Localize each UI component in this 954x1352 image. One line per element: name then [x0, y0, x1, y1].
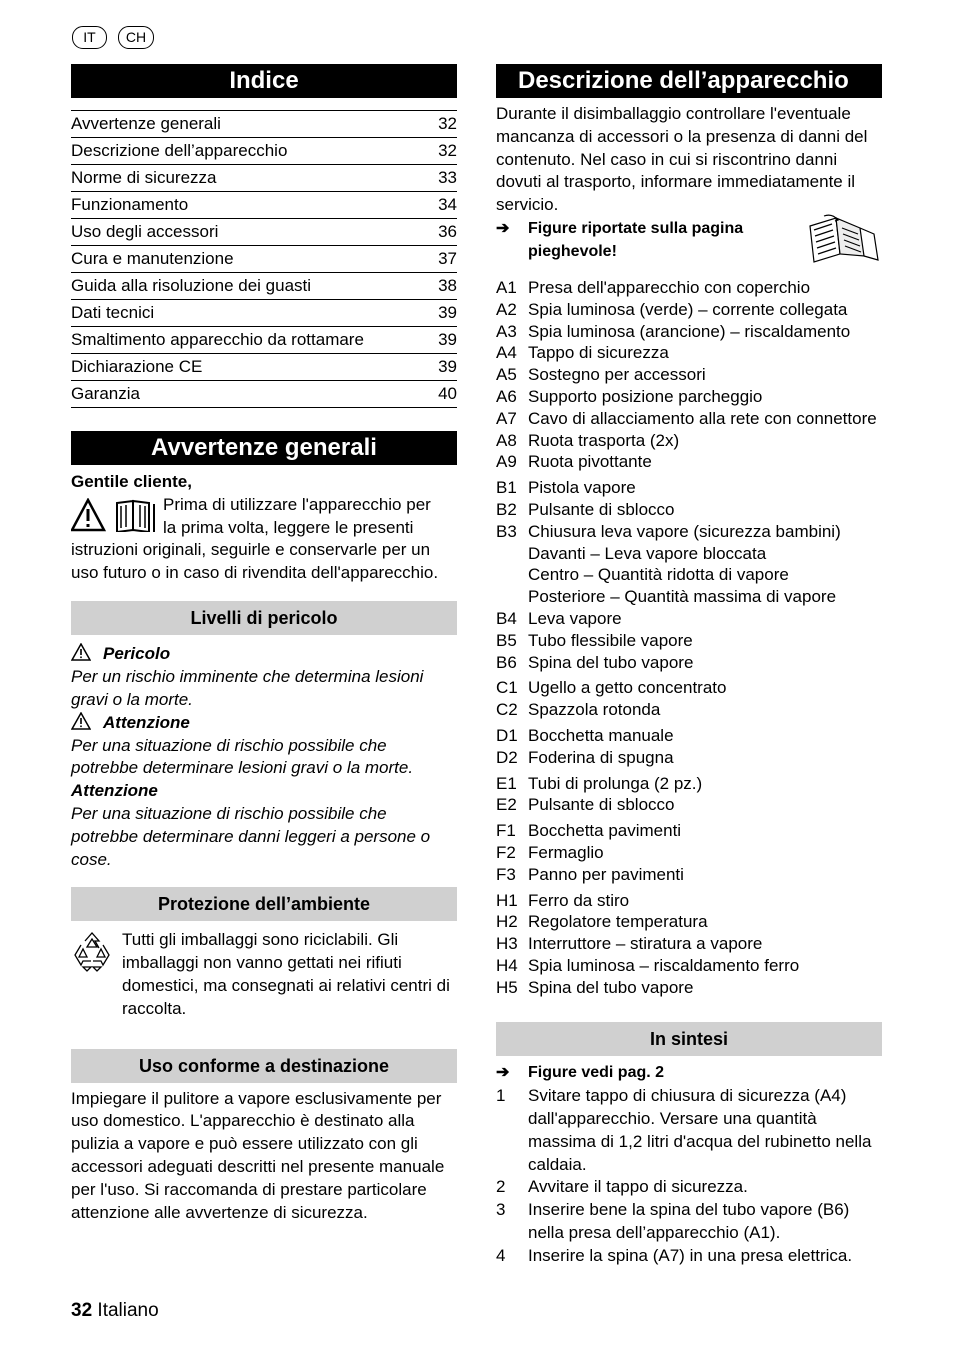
toc-row[interactable]: [71, 111, 457, 138]
list-item: [496, 543, 882, 565]
item-code: D1: [496, 725, 518, 745]
figure-note-line-2: pieghevole!: [528, 242, 617, 260]
toc-label: Dichiarazione CE: [71, 357, 203, 376]
toc-row[interactable]: [71, 138, 457, 165]
step-item: [496, 1085, 882, 1176]
pericolo-heading: [71, 643, 457, 666]
item-code: B2: [496, 499, 517, 519]
toc-label: Funzionamento: [71, 195, 189, 214]
item-text: Ruota pivottante: [528, 452, 652, 472]
list-item: [496, 451, 882, 473]
arrow-icon: ➔: [496, 1064, 510, 1082]
item-code: [496, 543, 528, 565]
list-item: [496, 430, 882, 452]
page-language: Italiano: [97, 1300, 159, 1321]
ambiente-block: [71, 929, 457, 1020]
list-item: [496, 977, 882, 999]
list-item: [496, 747, 882, 769]
item-text: Pulsante di sblocco: [528, 499, 675, 519]
item-text: Leva vapore: [528, 608, 622, 628]
step-text: Avvitare il tappo di sicurezza.: [528, 1177, 748, 1197]
attenzione1-text: Per una situazione di rischio possibile che potrebbe determinare lesioni gravi o la morte.: [71, 735, 414, 778]
list-item: [496, 933, 882, 955]
step-number: 1: [496, 1086, 506, 1106]
step-item: [496, 1176, 882, 1199]
toc-page: 36: [438, 222, 457, 241]
intro-line-2: la prima volta, leggere le presenti: [163, 517, 414, 537]
page-number: 32: [71, 1300, 93, 1321]
sintesi-title: In sintesi: [496, 1022, 882, 1056]
item-code: C2: [496, 700, 518, 720]
toc-label: Uso degli accessori: [71, 222, 219, 241]
list-item: [496, 630, 882, 652]
list-item: [496, 499, 882, 521]
list-item: [496, 608, 882, 630]
item-code: B3: [496, 521, 517, 541]
toc-page: 32: [438, 114, 457, 133]
lang-badge-it: IT: [72, 26, 107, 49]
uso-text: Impiegare il pulitore a vapore esclusivamente per uso domestico. L'apparecchio è destinato alla pulizia a vapore e può essere utilizzato con gli accessori adeguati descritti nel presente manuale per l'uso. Si raccomanda di prestare particolare attenzione alle avvertenze di sicurezza.: [71, 1088, 445, 1222]
toc-row[interactable]: [71, 219, 457, 246]
attenzione1-heading: [71, 712, 457, 735]
item-code: H3: [496, 934, 518, 954]
item-text: Spia luminosa (arancione) – riscaldamento: [528, 321, 851, 341]
greeting: Gentile cliente,: [71, 472, 192, 491]
item-text: Spia luminosa (verde) – corrente collegata: [528, 299, 848, 319]
list-item: [496, 773, 882, 795]
item-code: A7: [496, 408, 517, 428]
item-text: Fermaglio: [528, 842, 604, 862]
toc-label: Avvertenze generali: [71, 114, 221, 133]
item-text: Pulsante di sblocco: [528, 795, 675, 815]
component-group: [496, 773, 882, 817]
intro-line-1: Prima di utilizzare l'apparecchio per: [163, 494, 431, 514]
item-code: A4: [496, 343, 517, 363]
pericolo-text: Per un rischio imminente che determina lesioni gravi o la morte.: [71, 666, 424, 709]
item-code: B5: [496, 630, 517, 650]
item-text: Spina del tubo vapore: [528, 652, 694, 672]
intro-text: istruzioni originali, seguirle e conservarle per un uso futuro o in caso di rivendita dell'apparecchio.: [71, 540, 439, 583]
list-item: [496, 586, 882, 608]
list-item: [496, 364, 882, 386]
list-item: [496, 477, 882, 499]
toc-page: 38: [438, 276, 457, 295]
item-code: H5: [496, 977, 518, 997]
list-item: [496, 386, 882, 408]
toc-label: Dati tecnici: [71, 303, 155, 322]
list-item: [496, 725, 882, 747]
toc-row[interactable]: [71, 273, 457, 300]
item-code: A6: [496, 386, 517, 406]
attenzione2-text: Per una situazione di rischio possibile che potrebbe determinare danni leggeri a persone o cose.: [71, 803, 431, 869]
toc-page: 39: [438, 357, 457, 376]
toc-row[interactable]: [71, 192, 457, 219]
toc-label: Cura e manutenzione: [71, 249, 234, 268]
item-code: H1: [496, 890, 518, 910]
attenzione2-label: Attenzione: [71, 781, 158, 801]
component-group: [496, 277, 882, 473]
item-code: B6: [496, 652, 517, 672]
item-code: D2: [496, 747, 518, 767]
toc-label: Guida alla risoluzione dei guasti: [71, 276, 312, 295]
item-text: Chiusura leva vapore (sicurezza bambini): [528, 521, 841, 541]
pericolo-label: Pericolo: [103, 644, 171, 664]
toc-page: 33: [438, 168, 457, 187]
indice-title: Indice: [71, 64, 457, 98]
left-column: [71, 64, 457, 1224]
toc-row[interactable]: [71, 246, 457, 273]
component-group: [496, 725, 882, 769]
item-text: Bocchetta manuale: [528, 725, 674, 745]
ambiente-text: Tutti gli imballaggi sono riciclabili. Gli imballaggi non vanno gettati nei rifiuti domestici, ma consegnati ai relativi centri di raccolta.: [122, 930, 450, 1018]
item-text: Ugello a getto concentrato: [528, 678, 727, 698]
item-text: Spia luminosa – riscaldamento ferro: [528, 955, 800, 975]
avvertenze-title: Avvertenze generali: [71, 431, 457, 465]
list-item: [496, 955, 882, 977]
warning-manual-icon: [71, 494, 163, 540]
item-code: H2: [496, 912, 518, 932]
descrizione-intro: Durante il disimballaggio controllare l'eventuale mancanza di accessori o la presenza di danni del contenuto. Nel caso in cui si riscontrino danni dovuti al trasporto, informare immediatamente il servicio.: [496, 104, 868, 215]
toc-page: 34: [438, 195, 457, 214]
item-text: Sostegno per accessori: [528, 365, 706, 385]
ambiente-title: Protezione dell’ambiente: [71, 887, 457, 921]
livelli-title: Livelli di pericolo: [71, 601, 457, 635]
component-list: [496, 277, 882, 999]
item-code: A9: [496, 452, 517, 472]
list-item: [496, 842, 882, 864]
list-item: [496, 699, 882, 721]
toc-row[interactable]: [71, 381, 457, 408]
item-text: Regolatore temperatura: [528, 912, 708, 932]
toc-page: 37: [438, 249, 457, 268]
item-code: F1: [496, 821, 516, 841]
toc-label: Garanzia: [71, 384, 140, 403]
item-code: C1: [496, 678, 518, 698]
toc-page: 39: [438, 330, 457, 349]
item-text: Foderina di spugna: [528, 747, 674, 767]
item-text: Tubo flessibile vapore: [528, 630, 693, 650]
figure-note: [496, 218, 882, 269]
toc-label: Descrizione dell’apparecchio: [71, 141, 288, 160]
list-item: [496, 299, 882, 321]
attenzione1-label: Attenzione: [103, 712, 190, 732]
item-code: A3: [496, 321, 517, 341]
list-item: [496, 820, 882, 842]
component-group: [496, 677, 882, 721]
item-code: [496, 564, 528, 586]
list-item: [496, 277, 882, 299]
warning-icon: [71, 712, 103, 735]
uso-title: Uso conforme a destinazione: [71, 1049, 457, 1083]
item-text: Supporto posizione parcheggio: [528, 386, 763, 406]
item-code: F2: [496, 842, 516, 862]
list-item: [496, 911, 882, 933]
list-item: [496, 321, 882, 343]
item-code: E2: [496, 795, 517, 815]
item-text: Pistola vapore: [528, 478, 636, 498]
toc-row[interactable]: [71, 327, 457, 354]
toc-page: 32: [438, 141, 457, 160]
item-text: Panno per pavimenti: [528, 864, 684, 884]
right-column: [496, 64, 882, 1268]
warning-icon: [71, 643, 103, 666]
item-code: B1: [496, 478, 517, 498]
item-code: E1: [496, 773, 517, 793]
item-text: Cavo di allacciamento alla rete con connettore: [528, 408, 877, 428]
item-text: Spina del tubo vapore: [528, 977, 694, 997]
toc-label: Norme di sicurezza: [71, 168, 217, 187]
list-item: [496, 890, 882, 912]
item-code: B4: [496, 608, 517, 628]
step-text: Inserire la spina (A7) in una presa elettrica.: [528, 1245, 853, 1265]
item-text: Interruttore – stiratura a vapore: [528, 934, 763, 954]
item-code: [496, 586, 528, 608]
item-text: Ferro da stiro: [528, 890, 630, 910]
lang-badge-ch: CH: [118, 26, 154, 49]
table-of-contents: [71, 110, 457, 408]
step-number: 3: [496, 1200, 506, 1220]
item-text: Davanti – Leva vapore bloccata: [528, 543, 767, 563]
list-item: [496, 652, 882, 674]
item-code: A5: [496, 365, 517, 385]
foldout-book-icon: [800, 214, 882, 269]
step-number: 2: [496, 1177, 506, 1197]
toc-page: 39: [438, 303, 457, 322]
item-text: Tappo di sicurezza: [528, 343, 669, 363]
toc-label: Smaltimento apparecchio da rottamare: [71, 330, 364, 349]
toc-page: 40: [438, 384, 457, 403]
list-item: [496, 864, 882, 886]
item-code: F3: [496, 864, 516, 884]
item-text: Spazzola rotonda: [528, 700, 661, 720]
step-number: 4: [496, 1245, 506, 1265]
page-footer: [71, 1300, 159, 1322]
list-item: [496, 521, 882, 543]
arrow-icon: ➔: [496, 219, 510, 237]
item-text: Presa dell'apparecchio con coperchio: [528, 277, 811, 297]
intro-block: [71, 494, 457, 540]
list-item: [496, 794, 882, 816]
item-text: Posteriore – Quantità massima di vapore: [528, 587, 837, 607]
list-item: [496, 408, 882, 430]
list-item: [496, 342, 882, 364]
component-group: [496, 820, 882, 885]
recycle-icon: [71, 929, 122, 1020]
sintesi-figure-note: [496, 1062, 882, 1085]
step-text: Inserire bene la spina del tubo vapore (B6) nella presa dell’apparecchio (A1).: [528, 1200, 850, 1243]
step-item: [496, 1199, 882, 1245]
toc-row[interactable]: [71, 165, 457, 192]
figure-note-line-1: Figure riportate sulla pagina: [528, 219, 744, 237]
step-item: [496, 1245, 882, 1268]
item-text: Bocchetta pavimenti: [528, 821, 682, 841]
toc-row[interactable]: [71, 300, 457, 327]
item-text: Centro – Quantità ridotta di vapore: [528, 565, 789, 585]
list-item: [496, 564, 882, 586]
item-code: A8: [496, 430, 517, 450]
sintesi-figure-note-text: Figure vedi pag. 2: [528, 1064, 665, 1082]
item-code: A1: [496, 277, 517, 297]
component-group: [496, 890, 882, 999]
list-item: [496, 677, 882, 699]
component-group: [496, 477, 882, 673]
step-text: Svitare tappo di chiusura di sicurezza (A4) dall'apparecchio. Versare una quantità massima di 1,2 litri d'acqua del rubinetto nella caldaia.: [528, 1086, 872, 1174]
item-code: A2: [496, 299, 517, 319]
item-text: Ruota trasporta (2x): [528, 430, 680, 450]
descrizione-title: Descrizione dell’apparecchio: [496, 64, 882, 98]
item-code: H4: [496, 955, 518, 975]
sintesi-steps: [496, 1085, 882, 1267]
toc-row[interactable]: [71, 354, 457, 381]
item-text: Tubi di prolunga (2 pz.): [528, 773, 703, 793]
